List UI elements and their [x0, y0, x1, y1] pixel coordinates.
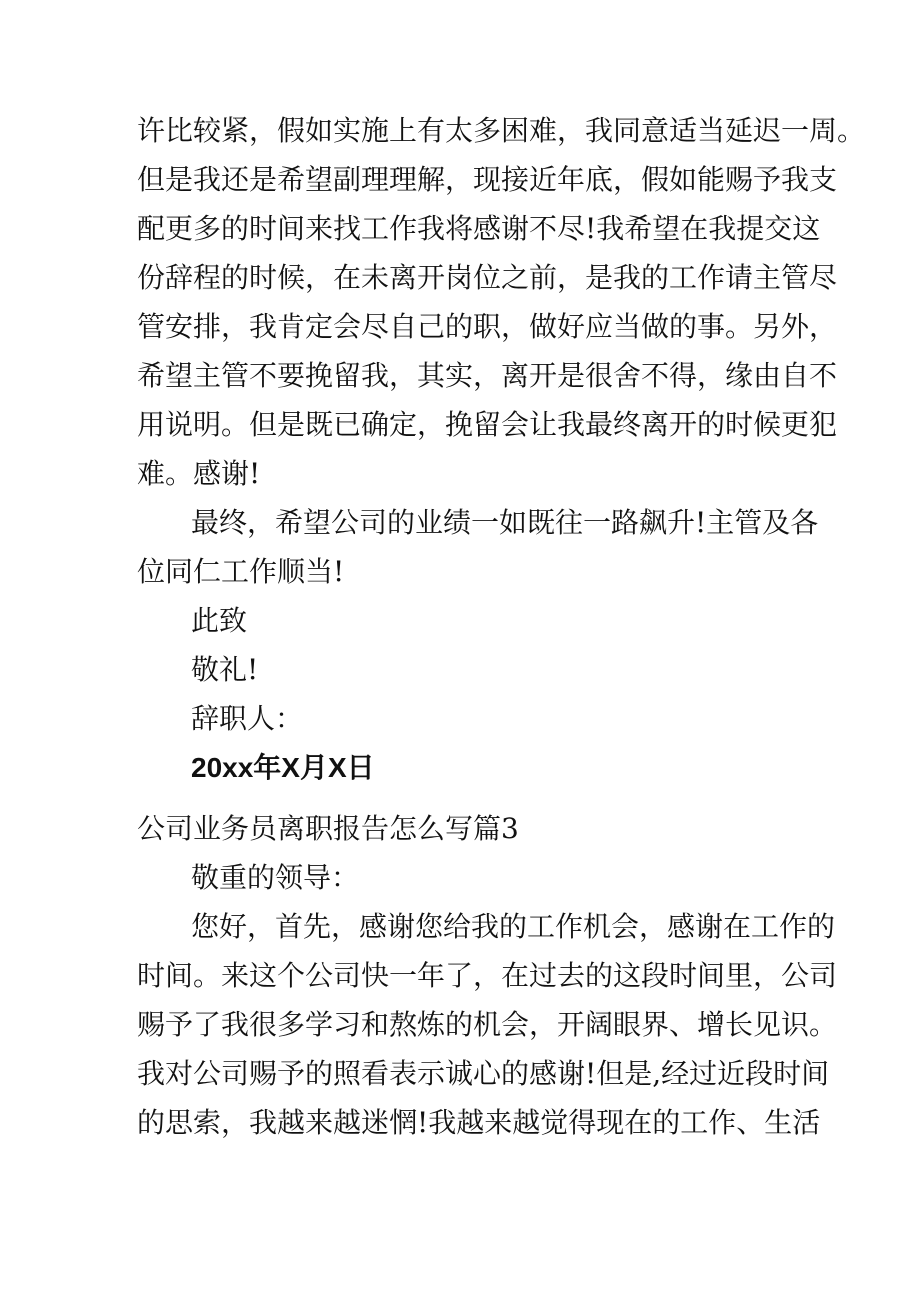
section-heading: 公司业务员离职报告怎么写篇3 [137, 812, 519, 845]
body-text-line: 但是我还是希望副理理解，现接近年底，假如能赐予我支 [137, 163, 838, 196]
body-text-line: 时间。来这个公司快一年了，在过去的这段时间里，公司 [137, 959, 838, 992]
body-text-line: 我对公司赐予的照看表示诚心的感谢!但是,经过近段时间 [137, 1057, 830, 1090]
body-text-line: 许比较紧，假如实施上有太多困难，我同意适当延迟一周。 [137, 114, 866, 147]
body-text-line: 配更多的时间来找工作我将感谢不尽!我希望在我提交这 [137, 212, 821, 245]
body-text-line: 份辞程的时候，在未离开岗位之前，是我的工作请主管尽 [137, 261, 838, 294]
closing-jingli: 敬礼! [191, 653, 259, 686]
body-text-line: 管安排，我肯定会尽自己的职，做好应当做的事。另外， [137, 310, 838, 343]
body-text-line: 您好，首先，感谢您给我的工作机会，感谢在工作的 [191, 910, 836, 943]
body-text-line: 位同仁工作顺当! [137, 555, 345, 588]
body-text-line: 希望主管不要挽留我，其实，离开是很舍不得，缘由自不 [137, 359, 838, 392]
body-text-line: 赐予了我很多学习和熬炼的机会，开阔眼界、增长见识。 [137, 1008, 838, 1041]
body-text-line: 用说明。但是既已确定，挽留会让我最终离开的时候更犯 [137, 408, 838, 441]
closing-zhici: 此致 [191, 604, 248, 637]
salutation: 敬重的领导： [191, 861, 360, 894]
body-text-line: 最终，希望公司的业绩一如既往一路飙升!主管及各 [191, 506, 819, 539]
body-text-line: 难。感谢! [137, 457, 261, 490]
letter-date: 20xx年X月X日 [191, 752, 375, 783]
signer-label: 辞职人： [191, 702, 304, 735]
body-text-line: 的思索，我越来越迷惘!我越来越觉得现在的工作、生活 [137, 1106, 821, 1139]
